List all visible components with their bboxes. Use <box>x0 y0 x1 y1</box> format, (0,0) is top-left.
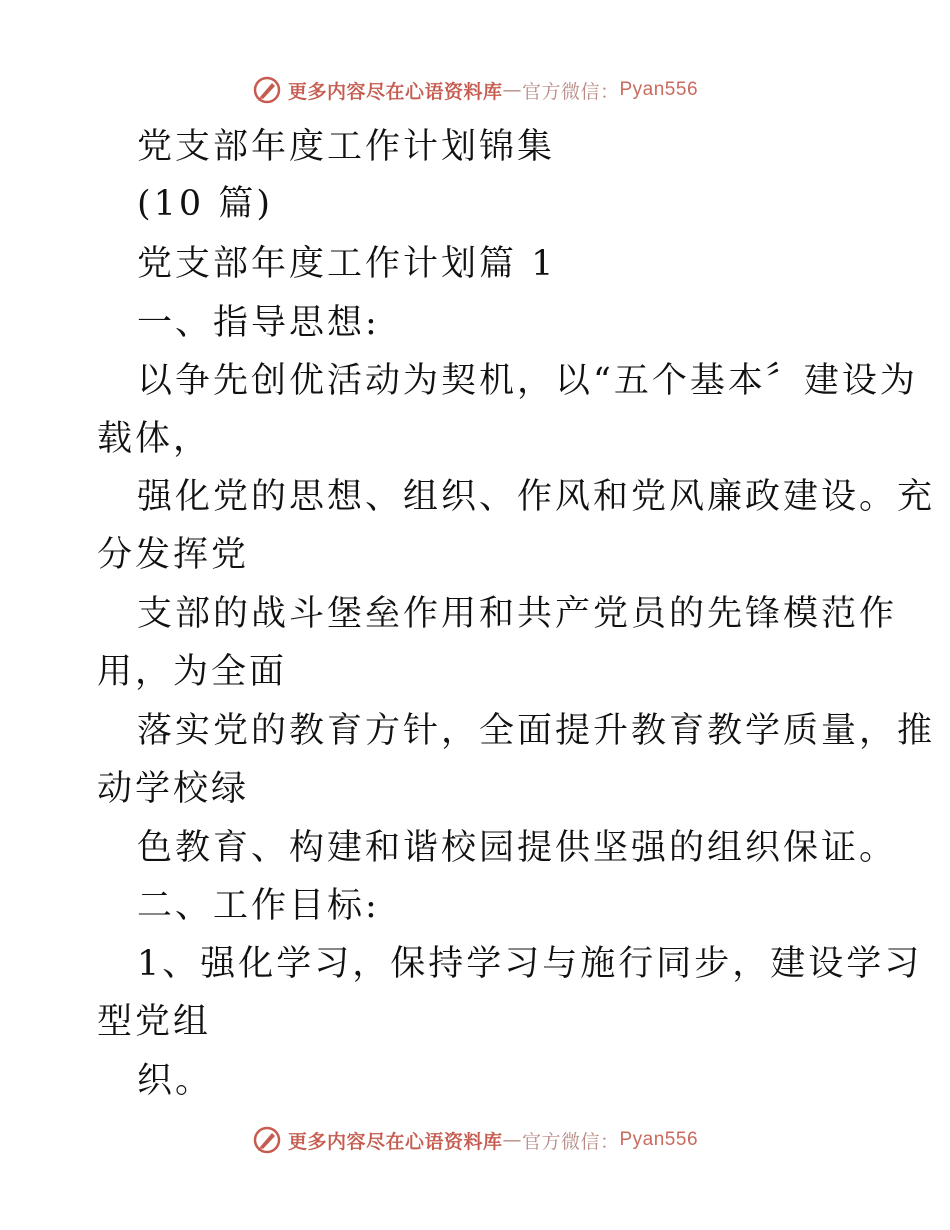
watermark-separator: — <box>502 79 522 101</box>
header-watermark <box>0 70 950 110</box>
document-subtitle: (10 篇) <box>137 184 273 224</box>
footer-watermark <box>0 1120 950 1160</box>
watermark-wechat-id: Pyan556 <box>619 1129 699 1150</box>
paragraph-line: 织。 <box>137 1061 214 1101</box>
watermark-separator: — <box>502 1129 522 1151</box>
watermark-wechat-id: Pyan556 <box>619 79 699 100</box>
paragraph-line: 动学校绿 <box>97 769 250 809</box>
section-title: 党支部年度工作计划篇 1 <box>137 244 557 284</box>
paragraph-line: 用，为全面 <box>97 652 288 692</box>
paragraph-line: 1、强化学习，保持学习与施行同步，建设学习 <box>137 944 923 984</box>
watermark-wechat-label: 官方微信： <box>521 80 620 103</box>
heading-work-goals: 二、工作目标: <box>137 886 380 926</box>
paragraph-line: 载体， <box>97 419 212 459</box>
watermark-wechat-label: 官方微信： <box>521 1130 620 1153</box>
watermark-site-name: 更多内容尽在心语资料库 <box>287 1130 503 1153</box>
quill-pen-logo-icon <box>252 1125 282 1155</box>
watermark-site-name: 更多内容尽在心语资料库 <box>287 80 503 103</box>
document-title: 党支部年度工作计划锦集 <box>137 127 556 167</box>
paragraph-line: 型党组 <box>97 1002 212 1042</box>
paragraph-line: 落实党的教育方针，全面提升教育教学质量，推 <box>137 711 936 751</box>
paragraph-line: 以争先创优活动为契机，以“五个基本〞建设为 <box>137 361 918 401</box>
paragraph-line: 色教育、构建和谐校园提供坚强的组织保证。 <box>137 828 898 868</box>
heading-guiding-ideology: 一、指导思想: <box>137 303 380 343</box>
quill-pen-logo-icon <box>252 75 282 105</box>
paragraph-line: 支部的战斗堡垒作用和共产党员的先锋模范作 <box>137 594 898 634</box>
paragraph-line: 强化党的思想、组织、作风和党风廉政建设。充 <box>137 477 936 517</box>
paragraph-line: 分发挥党 <box>97 535 250 575</box>
